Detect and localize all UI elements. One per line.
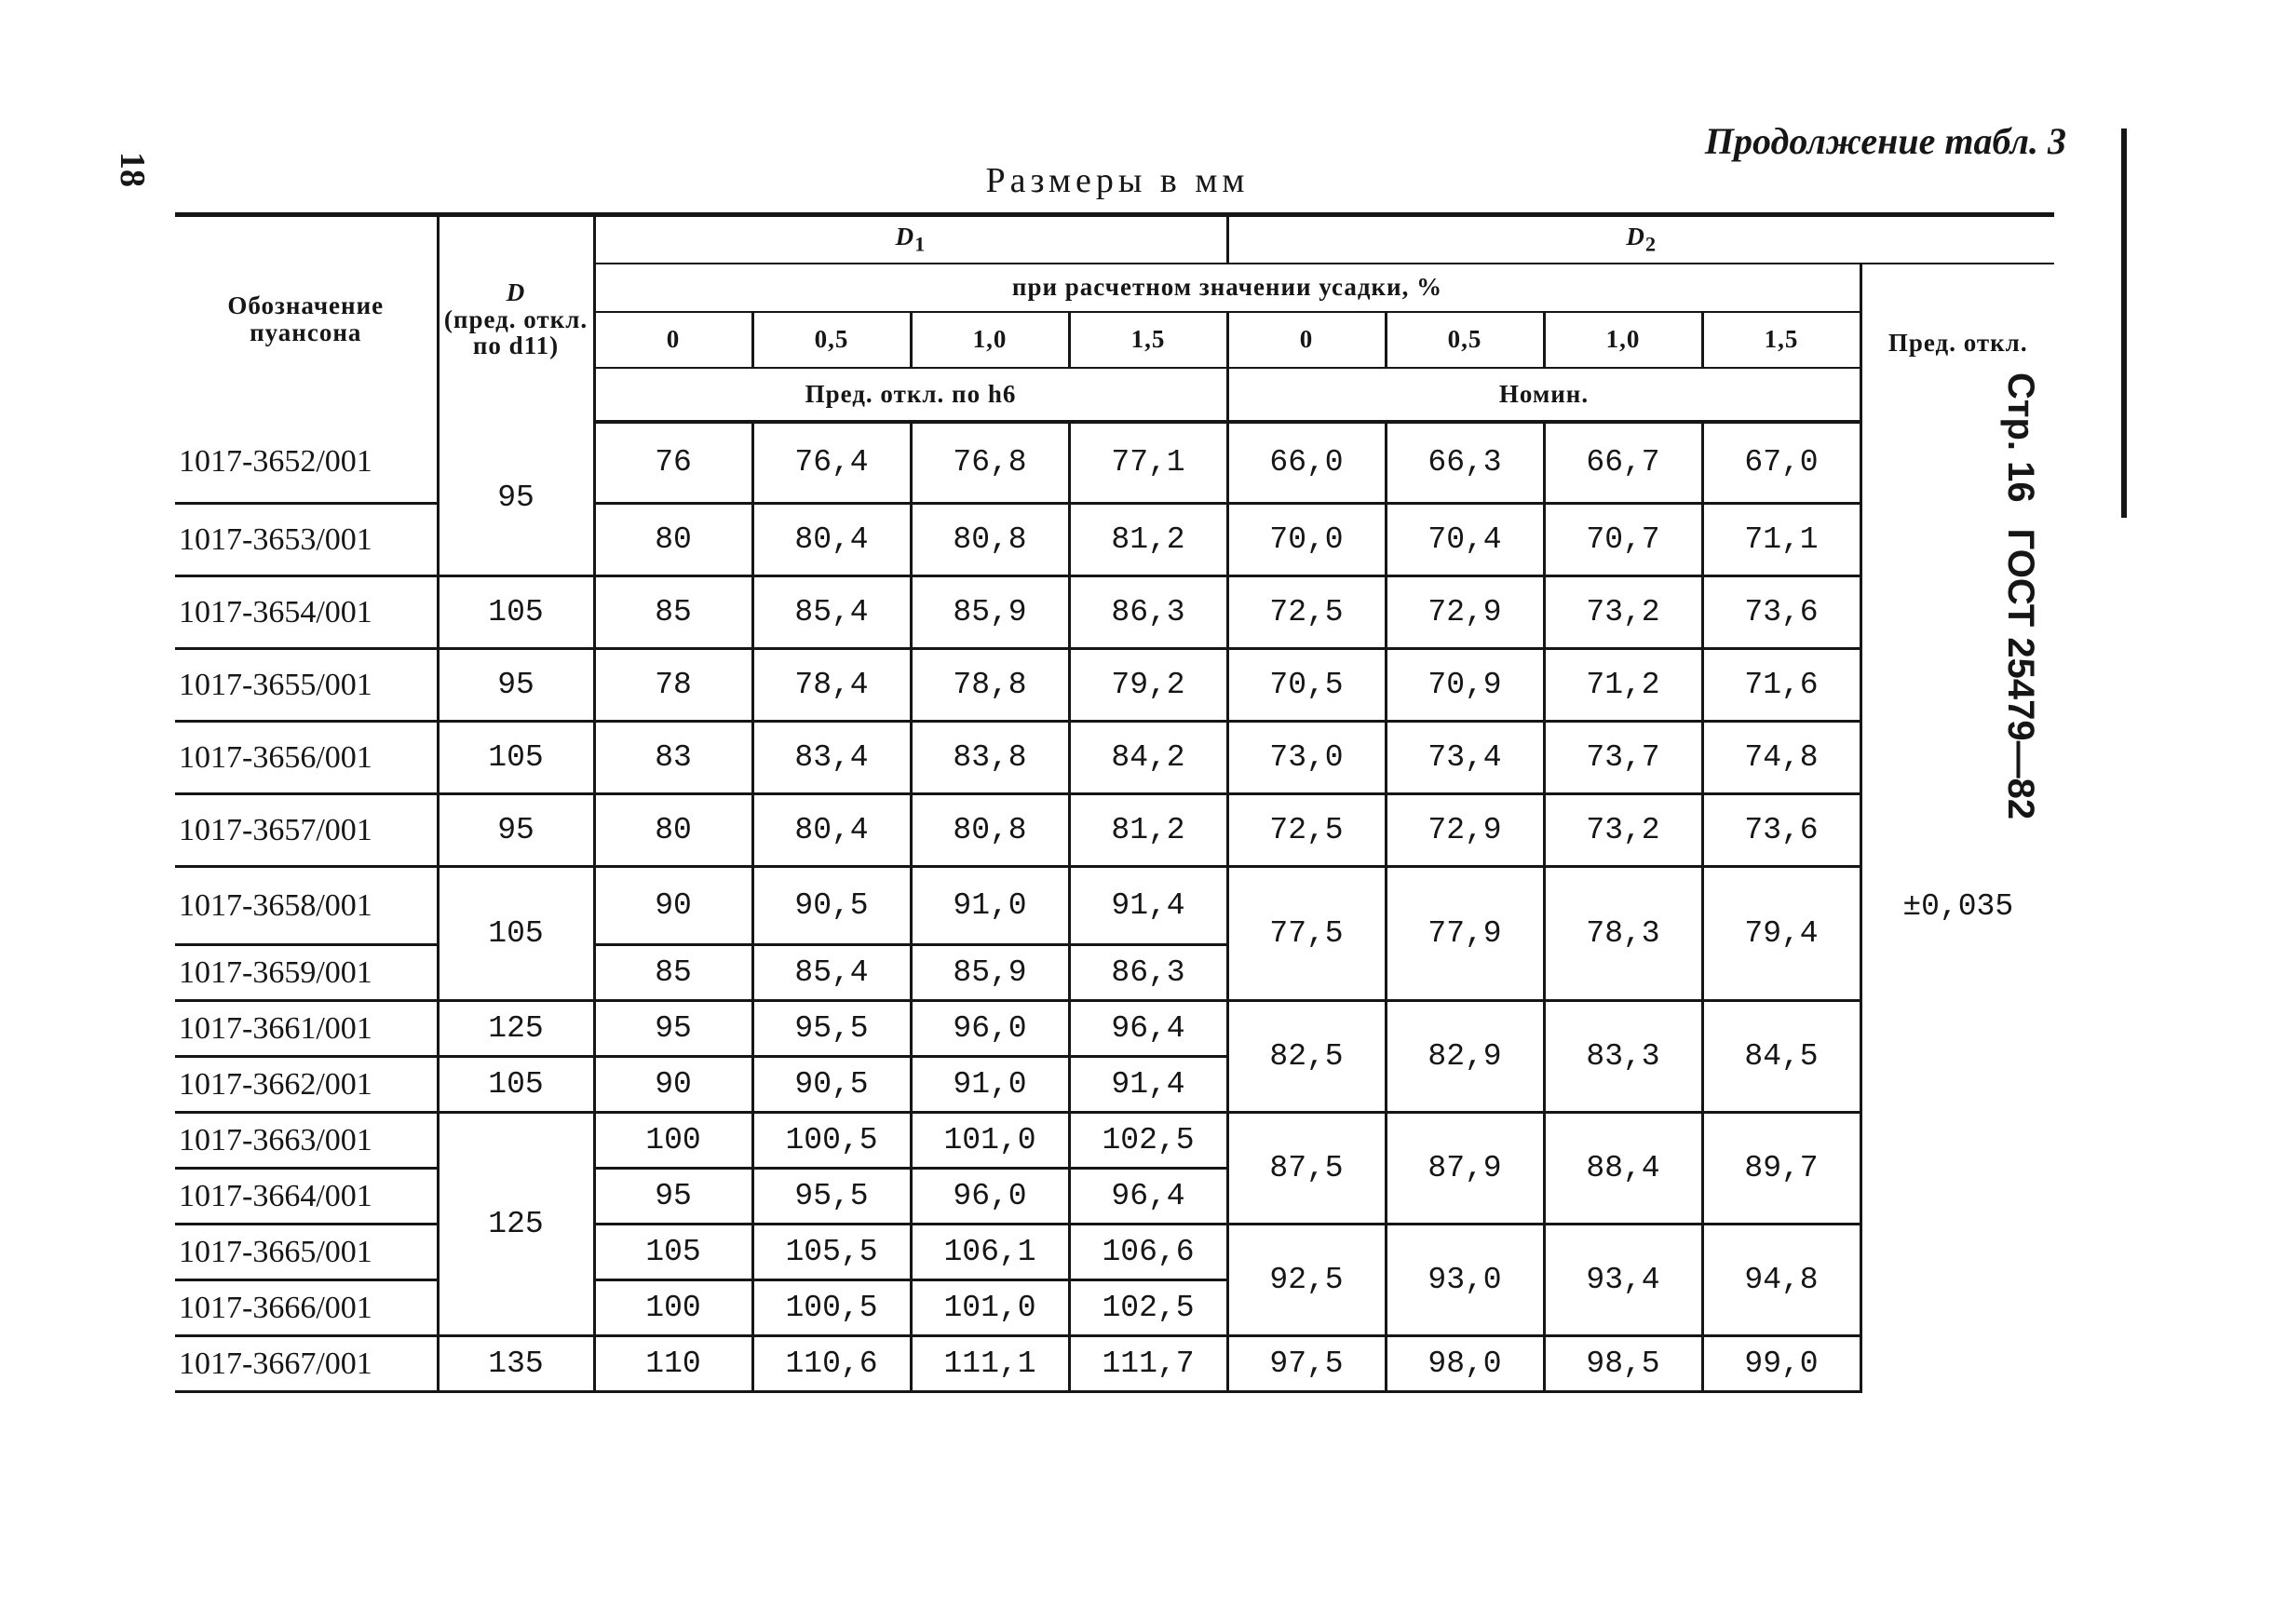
header-shrinkage: при расчетном значении усадки, % bbox=[594, 264, 1860, 312]
table-row bbox=[175, 422, 2054, 504]
side-standard-label: ГОСТ 25479—82 bbox=[2000, 528, 2042, 820]
d1-value: 90,5 bbox=[752, 1057, 911, 1113]
d2-value: 73,6 bbox=[1702, 576, 1860, 649]
header-d2-nominal: Номин. bbox=[1227, 368, 1860, 422]
header-shrink-value: 0 bbox=[1227, 312, 1386, 368]
d1-value: 84,2 bbox=[1069, 722, 1227, 794]
d1-value: 81,2 bbox=[1069, 504, 1227, 576]
d1-value: 110 bbox=[594, 1336, 752, 1392]
header-d1: $D_1$ bbox=[594, 215, 1227, 264]
d2-value: 78,3 bbox=[1544, 867, 1702, 1001]
d2-value: 77,9 bbox=[1386, 867, 1544, 1001]
d1-value: 102,5 bbox=[1069, 1280, 1227, 1336]
units-caption: Размеры в мм bbox=[985, 161, 1250, 200]
d2-value: 94,8 bbox=[1702, 1225, 1860, 1336]
punch-designation: 1017-3658/001 bbox=[175, 867, 438, 945]
d1-value: 111,7 bbox=[1069, 1336, 1227, 1392]
header-designation: Обозначение пуансона bbox=[175, 215, 438, 422]
table-row bbox=[175, 867, 2054, 945]
d1-value: 95,5 bbox=[752, 1169, 911, 1225]
d1-value: 96,4 bbox=[1069, 1169, 1227, 1225]
d2-value: 73,2 bbox=[1544, 576, 1702, 649]
d2-value: 72,9 bbox=[1386, 576, 1544, 649]
d2-value: 71,6 bbox=[1702, 649, 1860, 722]
d2-value: 82,5 bbox=[1227, 1001, 1386, 1113]
d2-value: 93,0 bbox=[1386, 1225, 1544, 1336]
d1-value: 85 bbox=[594, 576, 752, 649]
d1-value: 80,8 bbox=[911, 794, 1069, 867]
table-row bbox=[175, 794, 2054, 867]
d1-value: 96,4 bbox=[1069, 1001, 1227, 1057]
side-header-rule bbox=[2121, 129, 2127, 518]
header-shrink-value: 1,0 bbox=[1544, 312, 1702, 368]
d2-value: 98,5 bbox=[1544, 1336, 1702, 1392]
d2-value: 70,0 bbox=[1227, 504, 1386, 576]
d1-value: 90 bbox=[594, 867, 752, 945]
d1-value: 76 bbox=[594, 422, 752, 504]
d1-value: 91,0 bbox=[911, 1057, 1069, 1113]
d2-value: 88,4 bbox=[1544, 1113, 1702, 1225]
d2-value: 99,0 bbox=[1702, 1336, 1860, 1392]
d-value: 135 bbox=[438, 1336, 594, 1392]
punch-designation: 1017-3663/001 bbox=[175, 1113, 438, 1169]
header-d1-tolerance: Пред. откл. по h6 bbox=[594, 368, 1227, 422]
table-row bbox=[175, 722, 2054, 794]
d2-value: 73,0 bbox=[1227, 722, 1386, 794]
d2-value: 72,5 bbox=[1227, 794, 1386, 867]
header-shrink-value: 1,5 bbox=[1702, 312, 1860, 368]
d2-value: 93,4 bbox=[1544, 1225, 1702, 1336]
d1-value: 78,4 bbox=[752, 649, 911, 722]
d1-value: 78,8 bbox=[911, 649, 1069, 722]
header-d-tolerance: (пред. откл. по d11) bbox=[443, 304, 589, 359]
punch-designation: 1017-3655/001 bbox=[175, 649, 438, 722]
side-page-label: Стр. 16 bbox=[2000, 372, 2042, 503]
d1-value: 85,4 bbox=[752, 945, 911, 1001]
d2-value: 84,5 bbox=[1702, 1001, 1860, 1113]
d2-value: 66,3 bbox=[1386, 422, 1544, 504]
d-value: 105 bbox=[438, 867, 594, 1001]
table-row bbox=[175, 1336, 2054, 1392]
header-shrink-value: 1,5 bbox=[1069, 312, 1227, 368]
d2-value: 66,0 bbox=[1227, 422, 1386, 504]
punch-designation: 1017-3653/001 bbox=[175, 504, 438, 576]
d1-value: 95 bbox=[594, 1001, 752, 1057]
header-shrink-value: 0,5 bbox=[1386, 312, 1544, 368]
punch-designation: 1017-3662/001 bbox=[175, 1057, 438, 1113]
d1-value: 78 bbox=[594, 649, 752, 722]
d1-value: 80,4 bbox=[752, 794, 911, 867]
d2-value: 70,7 bbox=[1544, 504, 1702, 576]
d1-value: 90 bbox=[594, 1057, 752, 1113]
punch-designation: 1017-3659/001 bbox=[175, 945, 438, 1001]
d1-value: 105 bbox=[594, 1225, 752, 1280]
d1-value: 111,1 bbox=[911, 1336, 1069, 1392]
d-value: 95 bbox=[438, 794, 594, 867]
d2-value: 73,7 bbox=[1544, 722, 1702, 794]
d1-value: 95,5 bbox=[752, 1001, 911, 1057]
page-number: 18 bbox=[113, 152, 152, 187]
d1-value: 83 bbox=[594, 722, 752, 794]
d-value: 105 bbox=[438, 722, 594, 794]
d1-value: 96,0 bbox=[911, 1001, 1069, 1057]
d1-value: 91,4 bbox=[1069, 867, 1227, 945]
d-value: 125 bbox=[438, 1113, 594, 1336]
d1-value: 86,3 bbox=[1069, 576, 1227, 649]
d1-value: 76,8 bbox=[911, 422, 1069, 504]
header-tolerance: Пред. откл. bbox=[1887, 328, 2028, 357]
d1-value: 101,0 bbox=[911, 1280, 1069, 1336]
d2-value: 67,0 bbox=[1702, 422, 1860, 504]
d1-value: 110,6 bbox=[752, 1336, 911, 1392]
d1-value: 100 bbox=[594, 1280, 752, 1336]
d1-value: 80,4 bbox=[752, 504, 911, 576]
d1-value: 77,1 bbox=[1069, 422, 1227, 504]
d2-value: 73,4 bbox=[1386, 722, 1544, 794]
d1-value: 96,0 bbox=[911, 1169, 1069, 1225]
table-row bbox=[175, 1113, 2054, 1169]
d2-value: 98,0 bbox=[1386, 1336, 1544, 1392]
d2-value: 70,5 bbox=[1227, 649, 1386, 722]
d1-value: 79,2 bbox=[1069, 649, 1227, 722]
d1-value: 83,4 bbox=[752, 722, 911, 794]
table-continuation-label: Продолжение табл. 3 bbox=[1704, 120, 2066, 162]
d2-value: 92,5 bbox=[1227, 1225, 1386, 1336]
punch-designation: 1017-3667/001 bbox=[175, 1336, 438, 1392]
d2-value: 74,8 bbox=[1702, 722, 1860, 794]
d1-value: 105,5 bbox=[752, 1225, 911, 1280]
d-value: 105 bbox=[438, 1057, 594, 1113]
d1-value: 83,8 bbox=[911, 722, 1069, 794]
header-d bbox=[438, 215, 594, 422]
d2-value: 97,5 bbox=[1227, 1336, 1386, 1392]
d-value: 125 bbox=[438, 1001, 594, 1057]
header-shrink-value: 0,5 bbox=[752, 312, 911, 368]
d2-value: 73,6 bbox=[1702, 794, 1860, 867]
d1-value: 76,4 bbox=[752, 422, 911, 504]
d1-value: 91,0 bbox=[911, 867, 1069, 945]
table-row bbox=[175, 649, 2054, 722]
d1-value: 85,9 bbox=[911, 945, 1069, 1001]
d2-value: 77,5 bbox=[1227, 867, 1386, 1001]
d-value: 105 bbox=[438, 576, 594, 649]
d2-value: 72,5 bbox=[1227, 576, 1386, 649]
d2-value: 89,7 bbox=[1702, 1113, 1860, 1225]
d1-value: 100,5 bbox=[752, 1280, 911, 1336]
d1-value: 85,4 bbox=[752, 576, 911, 649]
header-d2: $D_2$ bbox=[1227, 215, 2054, 264]
d-value: 95 bbox=[438, 649, 594, 722]
d2-value: 71,2 bbox=[1544, 649, 1702, 722]
d1-value: 80 bbox=[594, 504, 752, 576]
d1-value: 100,5 bbox=[752, 1113, 911, 1169]
d1-value: 85 bbox=[594, 945, 752, 1001]
punch-designation: 1017-3664/001 bbox=[175, 1169, 438, 1225]
d1-value: 106,6 bbox=[1069, 1225, 1227, 1280]
table-row bbox=[175, 1001, 2054, 1057]
d1-value: 80,8 bbox=[911, 504, 1069, 576]
d1-value: 80 bbox=[594, 794, 752, 867]
dimensions-table bbox=[175, 212, 2054, 1393]
d1-value: 106,1 bbox=[911, 1225, 1069, 1280]
punch-designation: 1017-3656/001 bbox=[175, 722, 438, 794]
d2-value: 71,1 bbox=[1702, 504, 1860, 576]
header-shrink-value: 0 bbox=[594, 312, 752, 368]
d1-value: 100 bbox=[594, 1113, 752, 1169]
table-row bbox=[175, 576, 2054, 649]
tolerance-value: ±0,035 bbox=[1902, 889, 2014, 924]
d2-value: 70,9 bbox=[1386, 649, 1544, 722]
d2-value: 87,5 bbox=[1227, 1113, 1386, 1225]
d1-value: 90,5 bbox=[752, 867, 911, 945]
d-value: 95 bbox=[438, 422, 594, 576]
d1-value: 95 bbox=[594, 1169, 752, 1225]
d2-value: 87,9 bbox=[1386, 1113, 1544, 1225]
d1-value: 86,3 bbox=[1069, 945, 1227, 1001]
d2-value: 66,7 bbox=[1544, 422, 1702, 504]
punch-designation: 1017-3654/001 bbox=[175, 576, 438, 649]
d1-value: 101,0 bbox=[911, 1113, 1069, 1169]
header-d-symbol: D bbox=[506, 278, 526, 307]
d1-value: 81,2 bbox=[1069, 794, 1227, 867]
d2-value: 73,2 bbox=[1544, 794, 1702, 867]
header-shrink-value: 1,0 bbox=[911, 312, 1069, 368]
d2-value: 83,3 bbox=[1544, 1001, 1702, 1113]
punch-designation: 1017-3652/001 bbox=[175, 422, 438, 504]
d2-value: 72,9 bbox=[1386, 794, 1544, 867]
d1-value: 102,5 bbox=[1069, 1113, 1227, 1169]
punch-designation: 1017-3661/001 bbox=[175, 1001, 438, 1057]
d2-value: 82,9 bbox=[1386, 1001, 1544, 1113]
punch-designation: 1017-3666/001 bbox=[175, 1280, 438, 1336]
d1-value: 85,9 bbox=[911, 576, 1069, 649]
d1-value: 91,4 bbox=[1069, 1057, 1227, 1113]
d2-value: 79,4 bbox=[1702, 867, 1860, 1001]
punch-designation: 1017-3657/001 bbox=[175, 794, 438, 867]
punch-designation: 1017-3665/001 bbox=[175, 1225, 438, 1280]
d2-value: 70,4 bbox=[1386, 504, 1544, 576]
